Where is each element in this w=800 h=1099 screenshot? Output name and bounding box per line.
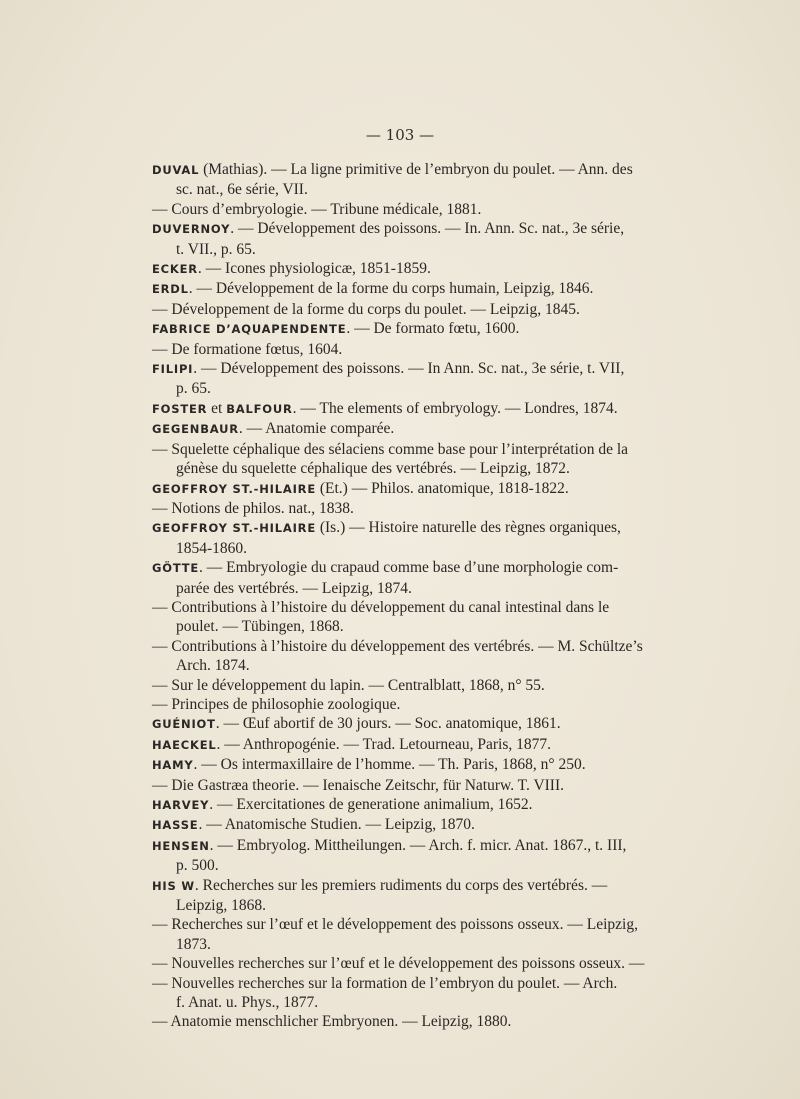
entry-continuation-line [152,896,618,915]
bibliography-entry-line [152,876,618,896]
entry-text: . Recherches sur les premiers rudiments du corps des vertébrés. — [194,876,608,894]
entry-text: (Mathias). — La ligne primitive de l’embryon du poulet. — Ann. des [199,161,633,178]
entry-text: — Nouvelles recherches sur la formation de l’embryon du poulet. — Arch. [152,974,618,992]
entry-continuation-line [152,379,618,398]
entry-text: f. Anat. u. Phys., 1877. [176,994,319,1012]
entry-text: génèse du squelette céphalique des vertébrés. — Leipzig, 1872. [176,460,570,478]
entry-text: Leipzig, 1868. [176,897,266,915]
author-name: DUVERNOY [152,222,231,237]
author-name: HARVEY [152,798,210,812]
bibliography-entry-line [152,954,645,973]
bibliography-entry-line [152,319,618,339]
entry-text: — Cours d’embryologie. — Tribune médicale, 1881. [152,200,482,218]
entry-text: . — Œuf abortif de 30 jours. — Soc. anatomique, 1861. [215,715,561,733]
bibliography-entry-line [152,440,629,459]
entry-text: . — Développement des poissons. — In. Ann. Sc. nat., 3e série, [230,220,625,238]
bibliography-entry-line [152,340,618,359]
entry-text: . — The elements of embryology. — Londres, 1874. [292,399,618,417]
entry-text: — Notions de philos. nat., 1838. [152,499,354,517]
entry-text: t. VII., p. 65. [176,240,256,258]
bibliography-entry-line [152,200,618,219]
bibliography-entry-line [152,279,618,299]
entry-continuation-line [152,993,618,1012]
entry-text: (Et.) — Philos. anatomique, 1818-1822. [315,479,569,497]
bibliography-entry-line [152,259,618,279]
entry-text: — Squelette céphalique des sélaciens comme base pour l’interprétation de la [152,440,629,458]
author-name: FILIPI [152,362,194,377]
bibliography-entry-line [152,419,618,439]
entry-text: . — Exercitationes de generatione animalium, 1652. [209,796,533,813]
entry-text: . — De formato fœtu, 1600. [346,320,520,338]
entry-text: . — Développement de la forme du corps humain, Leipzig, 1846. [188,280,594,298]
author-name: ECKER [152,262,198,277]
author-name: ERDL [152,282,189,297]
author-name: HENSEN [152,838,210,853]
author-name: GEOFFROY ST.-HILAIRE [152,521,316,536]
entry-continuation-line [152,240,618,259]
entry-text: parée des vertébrés. — Leipzig, 1874. [176,579,412,597]
author-name: BALFOUR [226,401,293,416]
bibliography-entry-line [152,479,618,499]
bibliography-entry-line [152,695,618,714]
bibliography-entry-line [152,300,618,319]
author-name: FOSTER [152,401,208,416]
entry-continuation-line [152,935,618,954]
bibliography-entry-line [152,795,618,815]
entry-text: p. 500. [176,857,219,875]
bibliography-entry-line [152,359,625,379]
author-name: HIS W [152,878,195,893]
author-name: GÖTTE [152,561,200,576]
entry-text: . — Anatomische Studien. — Leipzig, 1870. [198,816,475,834]
entry-text: — Anatomie menschlicher Embryonen. — Leipzig, 1880. [152,1013,512,1031]
author-name: DUVAL [152,163,200,177]
entry-continuation-line [152,656,618,675]
entry-text: — Die Gastræa theorie. — Ienaische Zeitschr, für Naturw. T. VIII. [152,776,564,794]
bibliography-entry-line [152,399,618,419]
entry-text: — Contributions à l’histoire du développement des vertébrés. — M. Schültze’s [152,637,643,655]
entry-text: — Nouvelles recherches sur l’œuf et le développement des poissons osseux. — [152,955,645,973]
entry-text: . — Embryolog. Mittheilungen. — Arch. f. micr. Anat. 1867., t. III, [209,836,627,854]
author-name: HAECKEL [152,737,217,752]
bibliography-entry-line [152,735,618,755]
entry-text: 1873. [176,935,211,953]
entry-text: — De formatione fœtus, 1604. [152,340,343,358]
entry-text: Arch. 1874. [176,657,250,675]
bibliography-entry-line [152,815,618,835]
entry-text: — Principes de philosophie zoologique. [152,695,401,713]
bibliography-entry-line [152,219,625,239]
bibliography-list [152,160,645,1032]
author-name: HAMY [152,758,194,773]
entry-text: . — Anthropogénie. — Trad. Letourneau, Paris, 1877. [216,735,552,753]
bibliography-entry-line [152,598,618,617]
entry-continuation-line [152,180,618,199]
entry-text: poulet. — Tübingen, 1868. [176,618,344,636]
author-name: HASSE [152,818,199,833]
entry-text: sc. nat., 6e série, VII. [176,181,308,199]
bibliography-entry-line [152,499,618,518]
entry-text: — Développement de la forme du corps du poulet. — Leipzig, 1845. [152,300,580,318]
author-name: GUÉNIOT [152,717,216,732]
author-name: GEOFFROY ST.-HILAIRE [152,481,316,496]
bibliography-entry-line [152,637,643,656]
entry-text: (Is.) — Histoire naturelle des règnes organiques, [315,519,621,537]
entry-continuation-line [152,579,618,598]
bibliography-entry-line [152,776,618,795]
bibliography-entry-line [152,558,618,578]
entry-text: . — Os intermaxillaire de l’homme. — Th. Paris, 1868, n° 250. [193,756,586,774]
entry-continuation-line [152,617,618,636]
entry-continuation-line [152,539,618,558]
entry-text: . — Icones physiologicæ, 1851-1859. [197,260,431,278]
author-name: FABRICE D’AQUAPENDENTE [152,322,347,337]
bibliography-entry-line [152,974,618,993]
bibliography-entry-line [152,676,618,695]
bibliography-entry-line [152,915,638,934]
bibliography-entry-line [152,836,627,856]
entry-continuation-line [152,856,618,875]
bibliography-entry-line [152,160,633,180]
entry-text: et [207,399,227,417]
bibliography-entry-line [152,518,621,538]
bibliography-entry-line [152,1012,618,1031]
entry-text: . — Embryologie du crapaud comme base d’une morphologie com- [199,559,619,577]
page-number: — 103 — [365,126,435,144]
entry-text: — Sur le développement du lapin. — Centralblatt, 1868, n° 55. [152,676,545,694]
entry-text: . — Anatomie comparée. [238,420,395,438]
bibliography-entry-line [152,714,618,734]
bibliography-entry-line [152,755,618,775]
entry-continuation-line [152,459,618,478]
entry-text: — Recherches sur l’œuf et le développement des poissons osseux. — Leipzig, [152,916,638,934]
entry-text: . — Développement des poissons. — In Ann. Sc. nat., 3e série, t. VII, [193,360,625,378]
entry-text: p. 65. [176,380,211,398]
entry-text: — Contributions à l’histoire du développement du canal intestinal dans le [152,598,610,616]
author-name: GEGENBAUR [152,422,239,437]
entry-text: 1854-1860. [176,539,248,557]
